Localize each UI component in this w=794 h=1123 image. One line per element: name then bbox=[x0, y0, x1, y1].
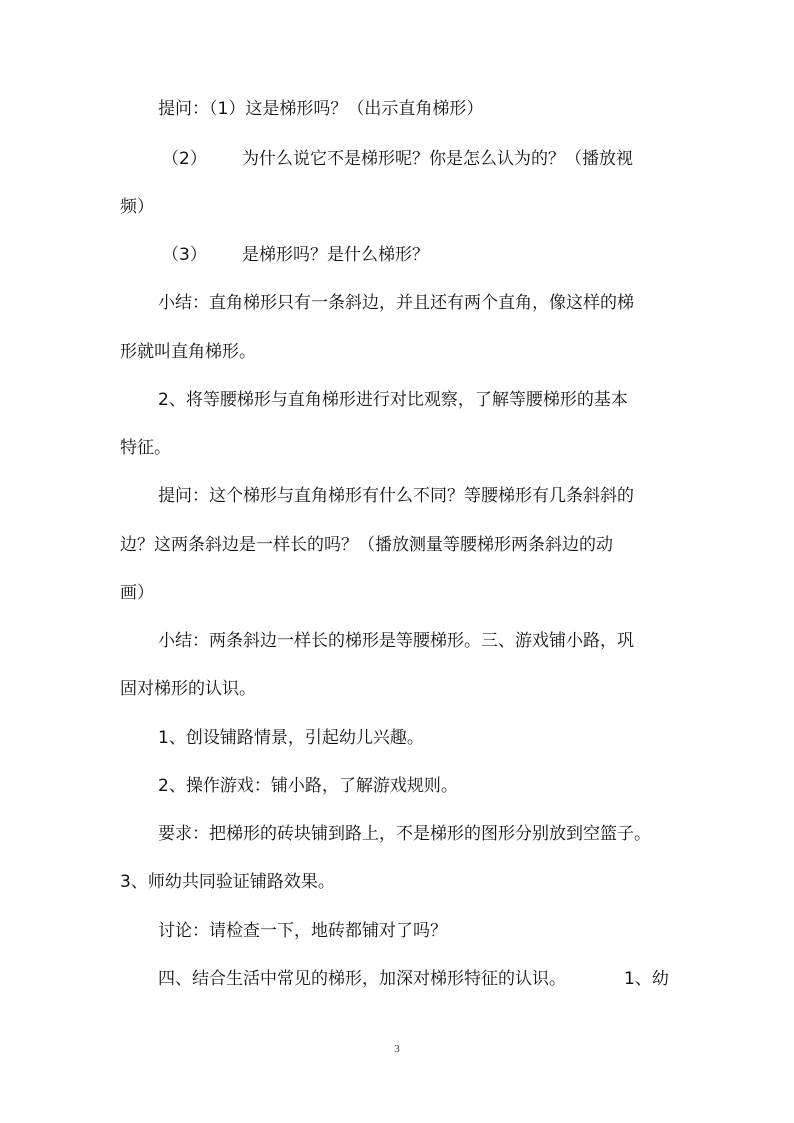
text-line: 提问：（1）这是梯形吗？（出示直角梯形） bbox=[158, 99, 484, 119]
text-line: 四、结合生活中常见的梯形，加深对梯形特征的认识。 bbox=[158, 969, 566, 989]
text-line: 小结：两条斜边一样长的梯形是等腰梯形。三、游戏铺小路，巩 bbox=[158, 631, 634, 651]
text-line: 是梯形吗？是什么梯形？ bbox=[242, 245, 429, 265]
text-line: 2、将等腰梯形与直角梯形进行对比观察，了解等腰梯形的基本 bbox=[158, 390, 628, 410]
text-line: 小结：直角梯形只有一条斜边，并且还有两个直角，像这样的梯 bbox=[158, 293, 634, 313]
text-line: 画） bbox=[120, 583, 154, 603]
text-line: 频） bbox=[120, 197, 154, 217]
text-line: 为什么说它不是梯形呢？你是怎么认为的？（播放视 bbox=[242, 149, 633, 169]
text-line: 形就叫直角梯形。 bbox=[120, 342, 256, 362]
text-line: 1、创设铺路情景，引起幼儿兴趣。 bbox=[158, 728, 424, 748]
text-line: 3、师幼共同验证铺路效果。 bbox=[120, 872, 335, 892]
text-line: 要求：把梯形的砖块铺到路上，不是梯形的图形分别放到空篮子。 bbox=[158, 824, 651, 844]
text-line: （3） bbox=[162, 245, 207, 265]
text-line: 1、幼 bbox=[624, 969, 669, 989]
text-line: （2） bbox=[162, 149, 207, 169]
text-line: 提问：这个梯形与直角梯形有什么不同？等腰梯形有几条斜斜的 bbox=[158, 486, 634, 506]
text-line: 2、操作游戏：铺小路，了解游戏规则。 bbox=[158, 776, 458, 796]
text-line: 固对梯形的认识。 bbox=[120, 679, 256, 699]
page-number: 3 bbox=[394, 1043, 400, 1055]
text-line: 特征。 bbox=[120, 438, 171, 458]
text-line: 讨论：请检查一下，地砖都铺对了吗？ bbox=[158, 921, 447, 941]
text-line: 边？这两条斜边是一样长的吗？（播放测量等腰梯形两条斜边的动 bbox=[120, 535, 613, 555]
